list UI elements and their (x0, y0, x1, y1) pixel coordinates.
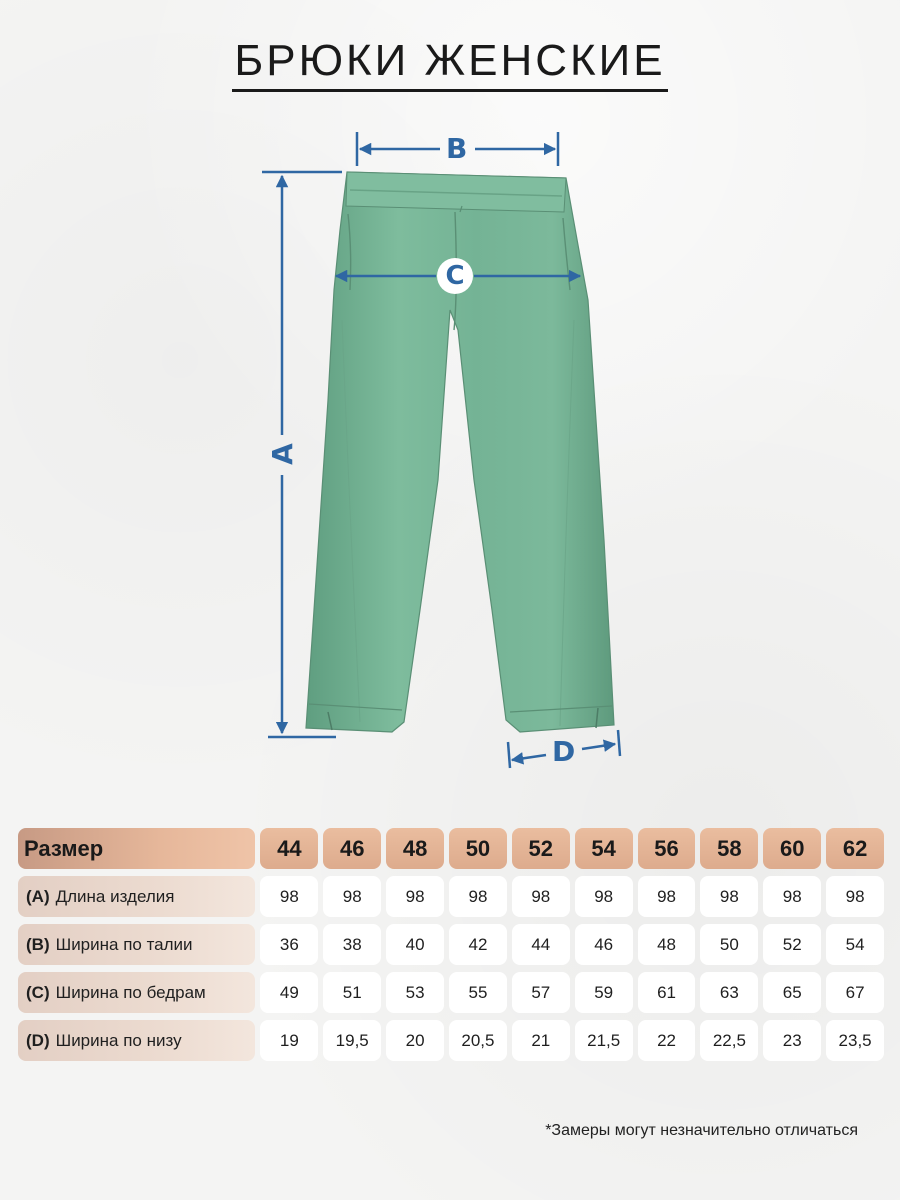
page-title: БРЮКИ ЖЕНСКИЕ (0, 36, 900, 92)
table-cell: 63 (700, 972, 758, 1013)
table-cell: 98 (512, 876, 570, 917)
table-cell: 98 (826, 876, 884, 917)
table-cell: 98 (575, 876, 633, 917)
table-cell: 98 (700, 876, 758, 917)
row-label-hips: (C) Ширина по бедрам (18, 972, 255, 1013)
label-d: D (552, 735, 576, 768)
size-48: 48 (386, 828, 444, 869)
table-cell: 98 (260, 876, 318, 917)
label-a: A (265, 443, 299, 465)
table-cell: 53 (386, 972, 444, 1013)
table-cell: 51 (323, 972, 381, 1013)
table-cell: 65 (763, 972, 821, 1013)
table-cell: 67 (826, 972, 884, 1013)
table-cell: 20 (386, 1020, 444, 1061)
label-b: B (446, 132, 468, 165)
table-cell: 61 (638, 972, 696, 1013)
table-row (18, 876, 884, 917)
size-header-row (18, 828, 884, 869)
row-label-length: (A) Длина изделия (18, 876, 255, 917)
table-cell: 54 (826, 924, 884, 965)
size-50: 50 (449, 828, 507, 869)
table-cell: 36 (260, 924, 318, 965)
table-cell: 98 (638, 876, 696, 917)
table-cell: 22,5 (700, 1020, 758, 1061)
table-cell: 49 (260, 972, 318, 1013)
table-cell: 19,5 (323, 1020, 381, 1061)
table-cell: 55 (449, 972, 507, 1013)
table-cell: 22 (638, 1020, 696, 1061)
size-60: 60 (763, 828, 821, 869)
table-cell: 44 (512, 924, 570, 965)
table-cell: 98 (449, 876, 507, 917)
table-cell: 59 (575, 972, 633, 1013)
table-cell: 20,5 (449, 1020, 507, 1061)
table-row (18, 1020, 884, 1061)
table-row (18, 972, 884, 1013)
row-label-waist: (B) Ширина по талии (18, 924, 255, 965)
table-cell: 50 (700, 924, 758, 965)
size-54: 54 (575, 828, 633, 869)
table-cell: 42 (449, 924, 507, 965)
table-cell: 52 (763, 924, 821, 965)
disclaimer-note: *Замеры могут незначительно отличаться (545, 1122, 858, 1139)
table-cell: 23 (763, 1020, 821, 1061)
row-label-bottom: (D) Ширина по низу (18, 1020, 255, 1061)
table-cell: 98 (763, 876, 821, 917)
size-44: 44 (260, 828, 318, 869)
label-c: C (437, 258, 473, 294)
table-cell: 48 (638, 924, 696, 965)
table-cell: 19 (260, 1020, 318, 1061)
size-header-label: Размер (18, 828, 255, 869)
pants-image (306, 172, 614, 732)
table-cell: 40 (386, 924, 444, 965)
size-46: 46 (323, 828, 381, 869)
table-cell: 98 (386, 876, 444, 917)
table-cell: 38 (323, 924, 381, 965)
table-cell: 98 (323, 876, 381, 917)
size-52: 52 (512, 828, 570, 869)
size-62: 62 (826, 828, 884, 869)
table-cell: 21,5 (575, 1020, 633, 1061)
table-cell: 46 (575, 924, 633, 965)
size-table (18, 828, 884, 1068)
size-56: 56 (638, 828, 696, 869)
size-58: 58 (700, 828, 758, 869)
table-row (18, 924, 884, 965)
table-cell: 23,5 (826, 1020, 884, 1061)
table-cell: 21 (512, 1020, 570, 1061)
table-cell: 57 (512, 972, 570, 1013)
